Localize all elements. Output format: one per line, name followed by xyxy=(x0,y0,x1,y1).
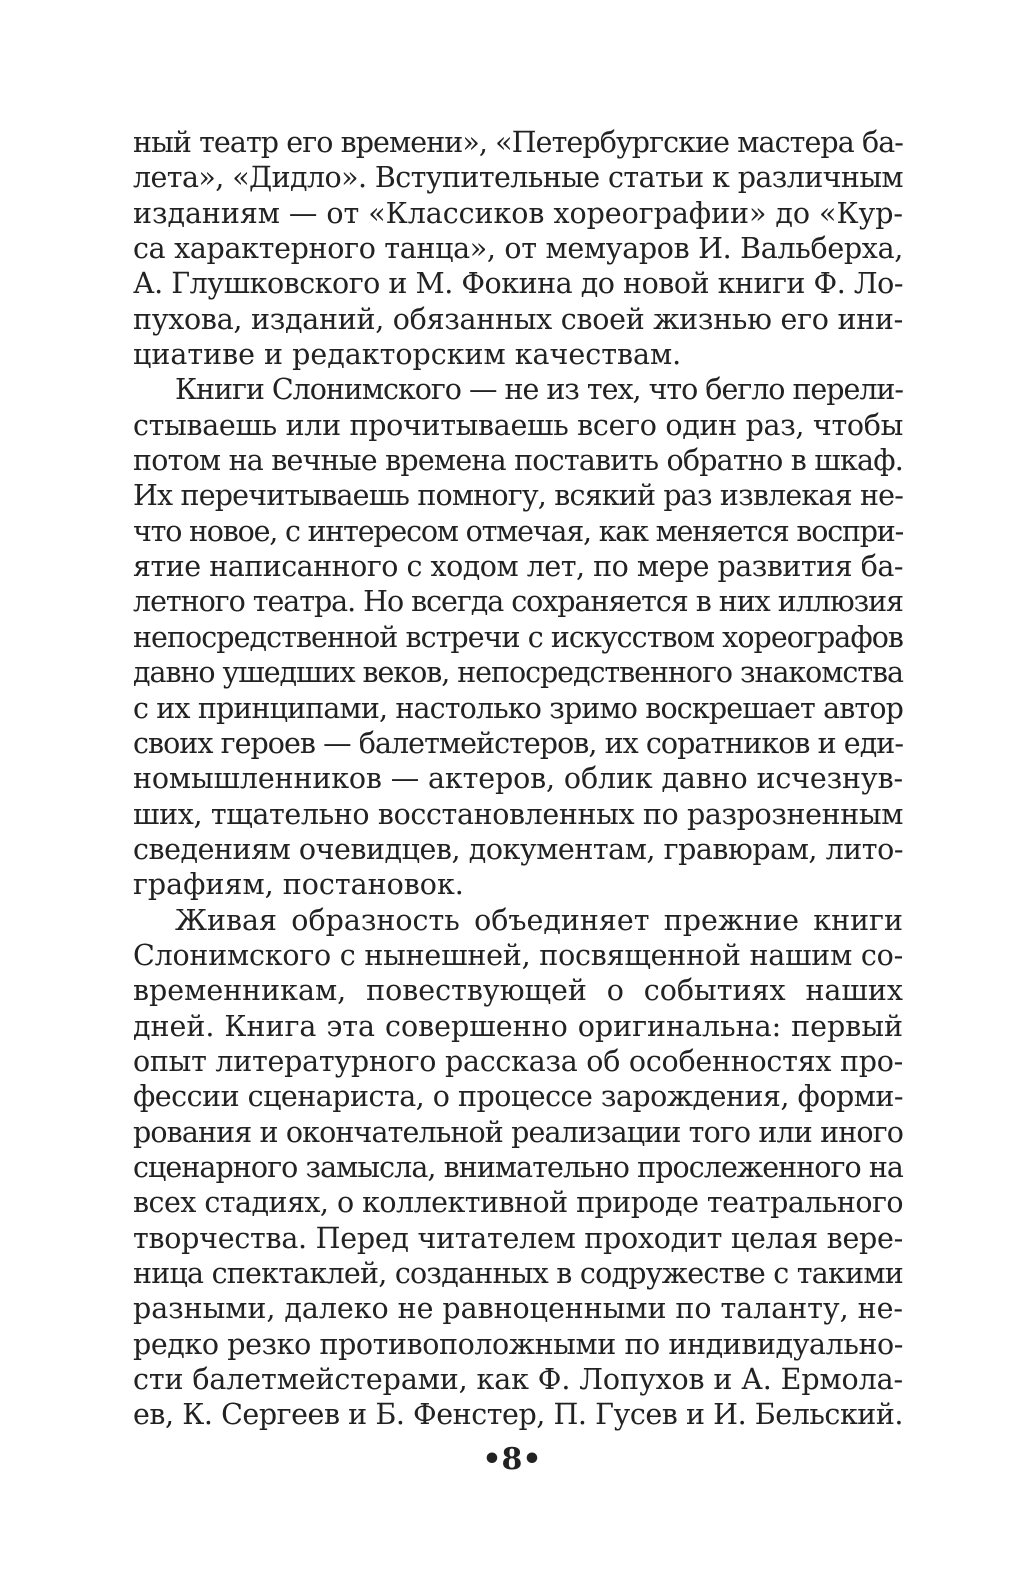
body-text xyxy=(133,125,903,1433)
text-line: летного театра. Но всегда сохраняется в них иллюзия xyxy=(133,585,903,619)
text-line: пухова, изданий, обязанных своей жизнью его ини- xyxy=(133,302,903,336)
text-line: редко резко противоположными по индивидуально- xyxy=(133,1327,904,1361)
text-line: рования и окончательной реализации того или иного xyxy=(133,1115,903,1149)
text-line: Их перечитываешь помногу, всякий раз извлекая не- xyxy=(133,479,904,513)
text-line: давно ушедших веков, непосредственного знакомства xyxy=(133,656,904,690)
text-line: фессии сценариста, о процессе зарождения, форми- xyxy=(133,1080,903,1114)
text-line: сведениям очевидцев, документам, гравюрам, лито- xyxy=(133,832,903,866)
text-line: всех стадиях, о коллективной природе театрального xyxy=(133,1186,904,1220)
text-line: временникам, повествующей о событиях наших xyxy=(133,974,903,1008)
text-line: номышленников — актеров, облик давно исчезнув- xyxy=(133,762,903,796)
text-line: ница спектаклей, созданных в содружестве с такими xyxy=(133,1257,903,1290)
text-line: А. Глушковского и М. Фокина до новой книги Ф. Ло- xyxy=(133,267,904,301)
paragraph-1 xyxy=(133,125,903,372)
text-line: с их принципами, настолько зримо воскрешает автор xyxy=(133,691,903,725)
text-line: Слонимского с нынешней, посвященной нашим со- xyxy=(133,938,904,972)
text-line: Книги Слонимского — не из тех, что бегло перели- xyxy=(175,373,904,407)
paragraph-2 xyxy=(133,372,903,902)
text-line: Живая образность объединяет прежние книги xyxy=(175,903,903,937)
text-line: потом на вечные времена поставить обратно в шкаф. xyxy=(133,444,903,478)
text-line: са характерного танца», от мемуаров И. Вальберха, xyxy=(133,232,903,266)
page-number: •8• xyxy=(482,1442,542,1477)
text-line: дней. Книга эта совершенно оригинальна: первый xyxy=(133,1009,903,1043)
text-line: сценарного замысла, внимательно прослеженного на xyxy=(133,1150,903,1184)
paragraph-3 xyxy=(133,903,903,1433)
text-line: сти балетмейстерами, как Ф. Лопухов и А. Ермола- xyxy=(133,1363,903,1397)
text-line: графиям, постановок. xyxy=(133,868,464,902)
text-line: циативе и редакторским качествам. xyxy=(133,338,682,372)
text-line: творчества. Перед читателем проходит целая вере- xyxy=(133,1221,903,1255)
text-line: стываешь или прочитываешь всего один раз, чтобы xyxy=(133,408,903,442)
text-line: что новое, с интересом отмечая, как меняется воспри- xyxy=(133,514,904,548)
text-line: разными, далеко не равноценными по таланту, не- xyxy=(133,1292,904,1326)
text-line: своих героев — балетмейстеров, их соратников и еди- xyxy=(133,726,904,760)
text-line: непосредственной встречи с искусством хореографов xyxy=(133,620,904,654)
text-line: ших, тщательно восстановленных по разрозненным xyxy=(133,797,903,831)
text-line: ятие написанного с ходом лет, по мере развития ба- xyxy=(133,550,904,584)
text-line: изданиям — от «Классиков хореографии» до «Кур- xyxy=(133,196,903,230)
text-line: лета», «Дидло». Вступительные статьи к различным xyxy=(133,161,904,195)
text-line: ев, К. Сергеев и Б. Фенстер, П. Гусев и И. Бельский. xyxy=(133,1398,904,1432)
text-line: опыт литературного рассказа об особенностях про- xyxy=(133,1044,904,1078)
text-line: ный театр его времени», «Петербургские мастера ба- xyxy=(133,126,903,159)
